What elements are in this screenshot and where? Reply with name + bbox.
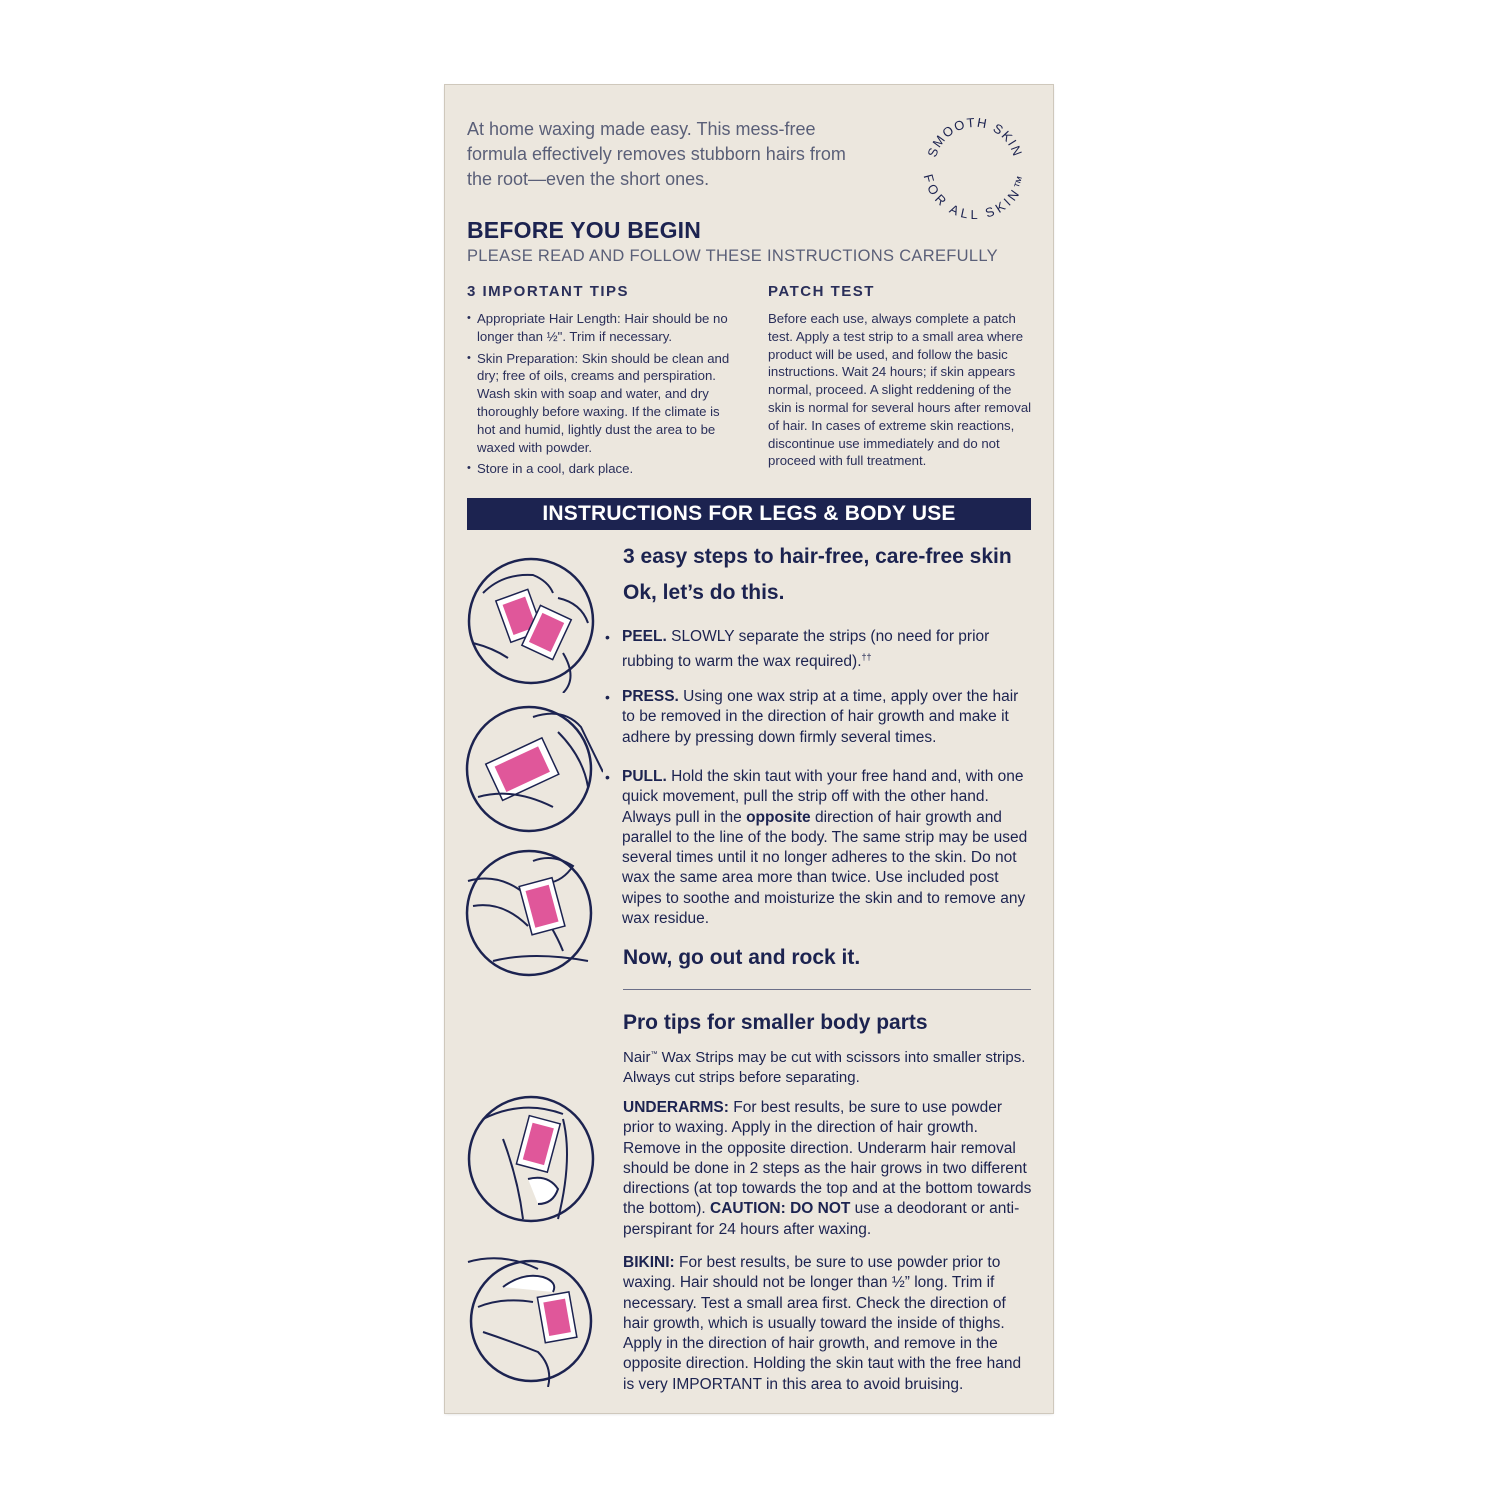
bikini-wax-icon [463,1247,603,1387]
patch-heading: PATCH TEST [768,283,875,300]
seal-top-text: SMOOTH SKIN [924,114,1026,160]
closing-text: Now, go out and rock it. [623,946,861,969]
step-press [605,687,1035,748]
underarms-text: For best results, be sure to use powder prior to waxing. Apply in the direction of hair growth. Remove in the opposite direction. Underarm hair removal should be done in 2 steps as the hair grows in two different directions (at top towards the top and at the bottom towards the bottom). [623,1099,1032,1218]
bikini-tip [623,1253,1035,1395]
step-press-label: PRESS. [622,688,679,705]
underarms-tip [623,1098,1035,1240]
underarm-wax-icon [463,1089,603,1229]
brand-name: Nair [623,1049,651,1066]
list-item: • Store in a cool, dark place. [467,460,737,478]
svg-text:SMOOTH SKIN [924,115,1025,159]
patch-text: Before each use, always complete a patch test. Apply a test strip to a small area where product will be used, and follow the basic instructions. Wait 24 hours; if skin appears normal, proceed. A slight reddening of the skin is normal for several hours after removal of hair. In cases of extreme skin reactions, discontinue use immediately and do not proceed with full treatment. [768,311,1032,469]
step-pull [605,767,1035,929]
trademark: ™ [650,1051,658,1058]
pro-tips-intro [623,1045,1035,1089]
intro-text: At home waxing made easy. This mess-free formula effectively removes stubborn hairs from the root—even the short ones. [467,119,846,189]
step-peel [605,627,1035,673]
tips-heading: 3 IMPORTANT TIPS [467,283,630,300]
pro-intro-text: Wax Strips may be cut with scissors into smaller strips. Always cut strips before separating. [623,1049,1026,1087]
instructions-banner: INSTRUCTIONS FOR LEGS & BODY USE [467,498,1031,530]
peel-strips-icon [463,553,603,693]
bikini-text: For best results, be sure to use powder prior to waxing. Hair should not be longer than ½” long. Trim if necessary. Test a small area first. Check the direction of hair growth, which is usually toward the inside of thighs. Apply in the direction of hair growth, and remove in the opposite direction. Holding the skin taut with the free hand is very IMPORTANT in this area to avoid bruising. [623,1254,1022,1393]
tips-list [467,310,737,482]
smooth-skin-seal-icon [915,107,1035,227]
divider [623,989,1031,990]
pull-strip-icon [463,841,603,981]
instructions-panel [445,85,1053,1413]
underarms-caution: CAUTION: DO NOT [710,1200,851,1218]
bullet-icon: • [605,689,610,705]
bullet-icon: • [605,769,610,785]
step-press-text: Using one wax strip at a time, apply over the hair to be removed in the direction of hair growth and make it adhere by pressing down firmly several times. [622,688,1019,746]
bikini-label: BIKINI: [623,1254,675,1271]
before-heading: BEFORE YOU BEGIN [467,217,702,243]
list-item: • Skin Preparation: Skin should be clean and dry; free of oils, creams and perspiration. Wash skin with soap and water, and dry thoroughly before waxing. If the climate is hot and humid, lightly dust the area to be waxed with powder. [467,350,737,457]
underarms-label: UNDERARMS: [623,1099,729,1116]
steps-subheading: Ok, let’s do this. [623,581,785,604]
step-pull-emphasis: opposite [746,808,811,826]
before-subheading: PLEASE READ AND FOLLOW THESE INSTRUCTIONS CAREFULLY [467,247,998,265]
bullet-icon: • [605,629,610,645]
steps-heading: 3 easy steps to hair-free, care-free skin [623,545,1012,568]
step-pull-label: PULL. [622,768,667,785]
press-strip-icon [463,697,603,837]
svg-text:FOR ALL SKIN™ [921,172,1029,221]
list-item: • Appropriate Hair Length: Hair should be no longer than ½". Trim if necessary. [467,310,737,346]
seal-bottom-text: FOR ALL SKIN™ [920,172,1030,222]
step-peel-label: PEEL. [622,628,667,645]
step-pull-text-before: Hold the skin taut with your free hand and, with one quick movement, pull the strip off with the other hand. Always pull in the [622,768,1024,826]
pro-tips-heading: Pro tips for smaller body parts [623,1011,928,1034]
underarms-after: use a deodorant or anti-perspirant for 24 hours after waxing. [623,1200,1020,1238]
step-peel-footnote: †† [861,652,872,663]
step-pull-text-after: direction of hair growth and parallel to the line of the body. The same strip may be used several times until it no longer adheres to the skin. Do not wax the same area more than twice. Use included post wipes to soothe and moisturize the skin and to remove any wax residue. [622,808,1028,928]
step-peel-text: SLOWLY separate the strips (no need for prior rubbing to warm the wax required). [622,628,990,671]
